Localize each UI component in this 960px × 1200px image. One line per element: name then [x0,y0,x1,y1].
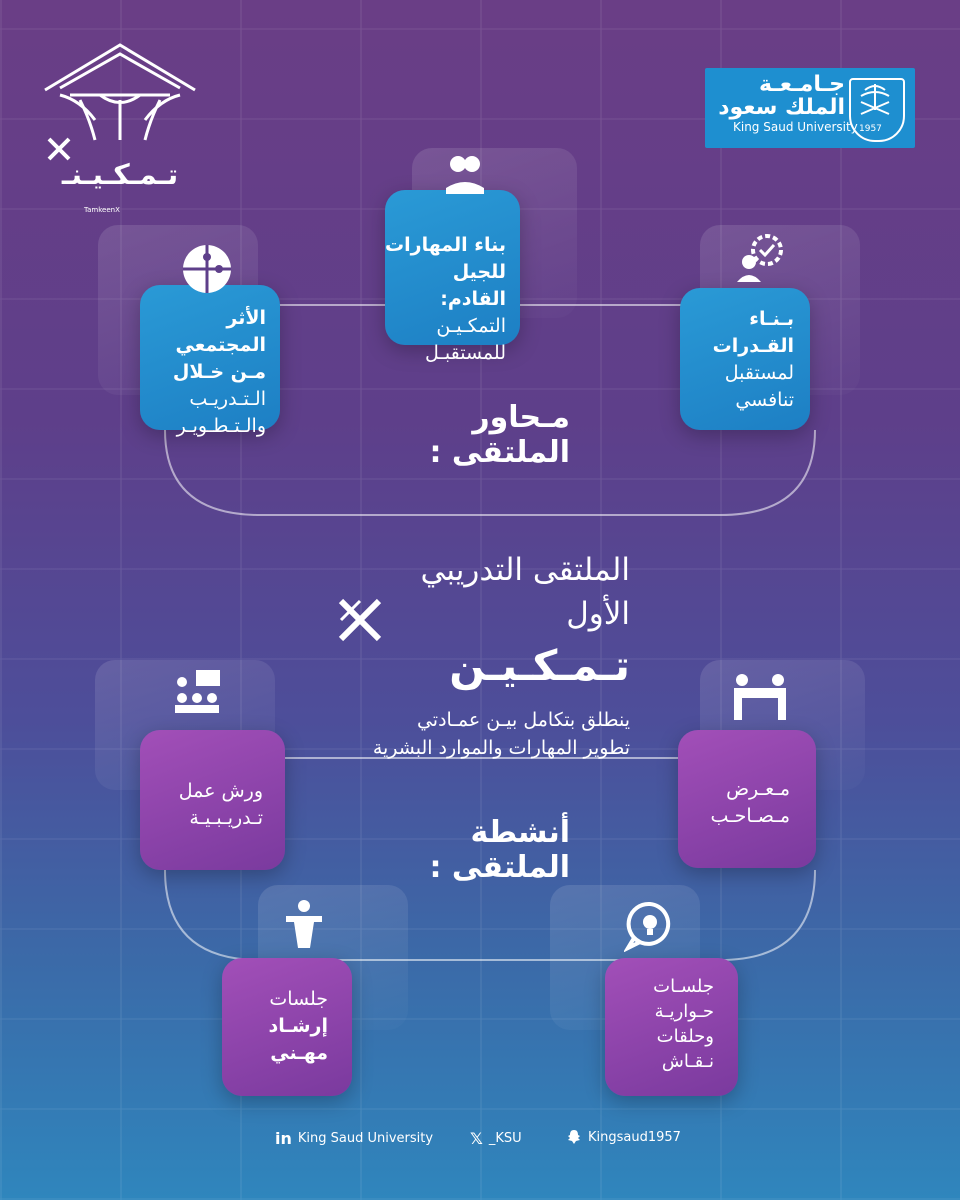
linkedin-link[interactable] [275,1129,433,1148]
audience-board-icon [172,668,222,714]
axes-section-title: مـحاور الملتقى : [429,400,570,470]
ksu-seal-icon [849,78,905,142]
activity-guidance-line1: جلسات [269,988,328,1010]
axis-skills-title: بناء المهارات [385,234,506,256]
axis-card-skills [385,190,520,364]
podium-icon [282,898,326,950]
tamkeen-wordmark: تـمـكـيـنـ [61,158,179,191]
tamkeen-x-icon [335,595,385,645]
booth-icon [730,672,790,722]
activity-dialogue-line4: نـقـاش [661,1051,714,1072]
gear-person-icon [735,232,795,284]
axis-impact-line2: والـتـطـويـر [176,415,266,437]
bulb-chat-icon [624,900,676,952]
forum-title: الملتقى التدريبي الأول [420,552,630,632]
activity-card-workshops [140,730,285,870]
axis-capacity-title: بـنـاء [749,308,794,330]
x-link[interactable] [470,1129,522,1148]
ksu-year: 1957 [859,124,882,134]
social-footer [0,1125,960,1155]
activity-dialogue-line2: حـواريـة [654,1001,714,1022]
axis-skills-line1: التمكـيـن [436,315,506,337]
linkedin-icon: in [275,1129,292,1148]
activity-guidance-line3: مهـني [270,1042,328,1064]
axis-card-capacity [680,288,810,430]
axis-impact-title: الأثر المجتمعي [175,307,266,356]
axis-capacity-subtitle: القـدرات [712,335,794,357]
center-heading [360,548,630,762]
tamkeen-logo [40,40,200,214]
axis-skills-subtitle: للجيل القادم: [440,261,506,310]
activity-fair-line1: مـعـرض [726,778,790,800]
x-icon: 𝕏 [470,1129,483,1148]
ksu-arabic-line1: جـامـعـة [758,72,845,97]
activities-section-title: أنشطة الملتقى : [429,815,570,885]
x-handle: _KSU [488,1131,522,1146]
activity-guidance-line2: إرشـاد [268,1015,328,1037]
snapchat-link[interactable] [566,1129,681,1145]
axis-capacity-line1: لمستقبل [724,362,794,384]
forum-description-line2: تطوير المهارات والموارد البشرية [372,737,630,759]
puzzle-icon [180,242,234,296]
people-hand-icon [440,150,490,200]
linkedin-handle: King Saud University [297,1131,434,1146]
axis-capacity-line2: تنافسي [735,389,794,411]
palm-swords-icon [851,80,899,120]
forum-description-line1: ينطلق بتكامل بيـن عمـادتي [416,709,630,731]
axis-skills-line2: للمستقبـل [424,342,506,364]
roof-structure-icon [40,40,200,150]
axis-impact-subtitle: مـن خـلال [172,361,266,383]
axis-impact-line1: الـتـدريـب [189,388,266,410]
ksu-english-name: King Saud University [733,120,858,134]
snapchat-handle: Kingsaud1957 [588,1129,681,1145]
tamkeen-subtitle: TamkeenX [84,206,120,214]
tamkeen-title: تـمـكـيـن [449,641,630,690]
activity-workshops-line2: تـدريـبـيـة [189,807,263,829]
ksu-logo [705,68,915,148]
snapchat-icon [566,1129,582,1145]
axis-card-impact [140,285,280,437]
ksu-arabic-line2: الملك سعود [718,95,845,120]
activity-card-guidance [222,958,352,1096]
activity-card-fair [678,730,816,868]
activity-dialogue-line1: جلسـات [653,976,714,997]
activity-dialogue-line3: وحلقات [656,1026,714,1047]
activity-workshops-line1: ورش عمل [178,780,263,802]
activity-fair-line2: مـصـاحـب [710,805,790,827]
activity-card-dialogue [605,958,738,1096]
